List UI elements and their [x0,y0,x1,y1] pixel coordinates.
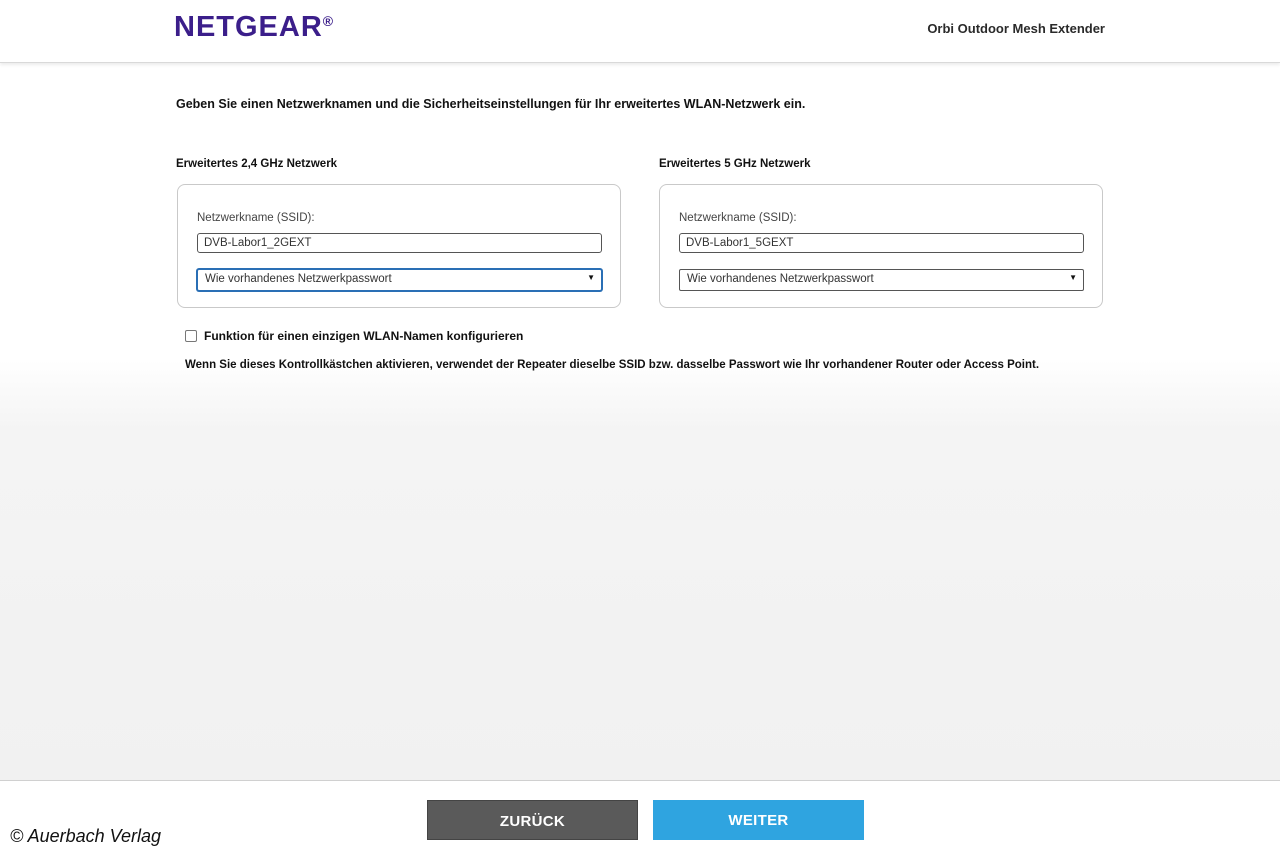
ssid-label: Netzwerkname (SSID): [679,212,797,224]
chevron-down-icon: ▼ [1069,273,1077,282]
security-select-value: Wie vorhandenes Netzwerkpasswort [687,273,874,285]
header [0,0,1280,63]
back-button[interactable]: ZURÜCK [427,800,638,840]
product-name: Orbi Outdoor Mesh Extender [927,21,1105,36]
next-button[interactable]: WEITER [653,800,864,840]
ssid-input-24ghz[interactable] [197,233,602,253]
ssid-input-5ghz[interactable] [679,233,1084,253]
single-name-checkbox[interactable] [185,330,197,342]
single-name-option [185,329,523,343]
network-24ghz-title: Erweitertes 2,4 GHz Netzwerk [176,158,338,170]
intro-text: Geben Sie einen Netzwerknamen und die Sicherheitseinstellungen für Ihr erweitertes WLAN-Netzwerk ein. [176,97,806,111]
netgear-logo [174,11,334,44]
single-name-note: Wenn Sie dieses Kontrollkästchen aktivieren, verwendet der Repeater dieselbe SSID bzw. dasselbe Passwort wie Ihr vorhandener Router oder Access Point. [185,359,1040,371]
security-select-value: Wie vorhandenes Netzwerkpasswort [205,273,392,285]
security-select-24ghz[interactable] [197,269,602,291]
copyright-notice: © Auerbach Verlag [10,826,162,846]
network-5ghz-title: Erweitertes 5 GHz Netzwerk [659,158,811,170]
registered-mark: ® [322,13,335,29]
ssid-label: Netzwerkname (SSID): [197,212,315,224]
chevron-down-icon: ▼ [587,273,595,282]
security-select-5ghz[interactable] [679,269,1084,291]
single-name-label[interactable]: Funktion für einen einzigen WLAN-Namen konfigurieren [204,329,524,343]
footer-divider [0,780,1280,781]
network-24ghz-panel [177,184,621,308]
network-5ghz-panel [659,184,1103,308]
logo-text: NETGEAR [174,11,323,43]
